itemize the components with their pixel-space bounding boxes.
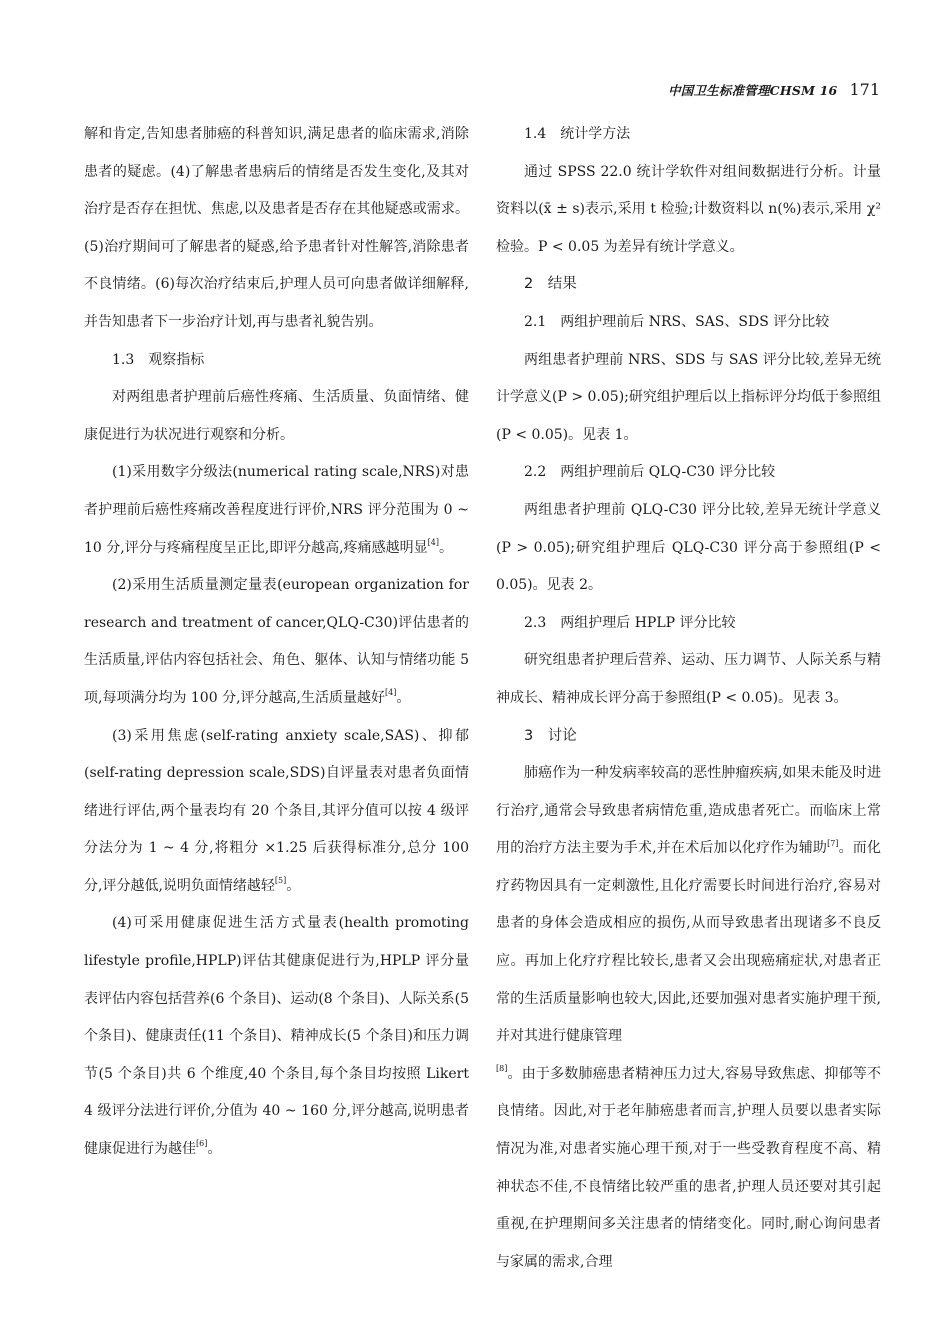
paragraph [496,154,881,267]
text-tail: 。由于多数肺癌患者精神压力过大,容易导致焦虑、抑郁等不良情绪。因此,对于老年肺癌患者而言,护理人员要以患者实际情况为准,对患者实施心理干预,对于一些受教育程度不高、精神状态不佳,不良情绪比较严重的患者,护理人员还要对其引起重视,在护理期间多关注患者的情绪变化。同时,耐心询问患者与家属的需求,合理 [496,1065,881,1270]
text: 通过 SPSS 22.0 统计学软件对组间数据进行分析。计量资料以(x̄ ± s)表示,采用 t 检验;计数资料以 n(%)表示,采用 χ² 检验。P < 0.05 为差异有统计学意义。 [496,163,881,255]
text-tail: 。 [438,539,453,556]
text: 两组患者护理前 QLQ-C30 评分比较,差异无统计学意义(P > 0.05);研究组护理后 QLQ-C30 评分高于参照组(P < 0.05)。见表 2。 [496,501,881,594]
subsection-heading [84,342,469,380]
subsection-heading [496,116,881,154]
paragraph [496,755,881,1056]
right-column [496,116,881,1281]
section-heading [496,266,881,304]
text: 两组患者护理前 NRS、SDS 与 SAS 评分比较,差异无统计学意义(P > 0.05);研究组护理后以上指标评分均低于参照组(P < 0.05)。见表 1。 [496,351,881,443]
paragraph [84,567,469,717]
text-tail: 。 [286,877,301,894]
paragraph [84,379,469,454]
text: (4)可采用健康促进生活方式量表(health promoting lifestyle profile,HPLP)评估其健康促进行为,HPLP 评分量表评估内容包括营养(6 个条目)、运动(8 个条目)、人际关系(5 个条目)、健康责任(11 个条目)、精神成长(5 个条目)和压力调节(5 个条目)共 6 个维度,40 个条目,每个条目均按照 Likert 4 级评分法进行评价,分值为 40 ~ 160 分,评分越高,说明患者健康促进行为越佳 [84,915,469,1158]
paragraph [496,642,881,717]
text: (1)采用数字分级法(numerical rating scale,NRS)对患者护理前后癌性疼痛改善程度进行评价,NRS 评分范围为 0 ~ 10 分,评分与疼痛程度呈正比,即评分越高,疼痛感越明显 [84,464,469,556]
paragraph [84,116,469,342]
text: 3 讨论 [524,727,577,744]
citation-ref[interactable]: [5] [274,876,287,886]
paragraph [84,454,469,567]
text: 2 结果 [524,276,577,293]
subsection-heading [496,454,881,492]
citation-ref[interactable]: [8] [496,1064,508,1074]
journal-name: 中国卫生标准管理CHSM 16 [668,83,838,98]
section-heading [496,718,881,756]
text: 2.1 两组护理前后 NRS、SAS、SDS 评分比较 [524,313,830,330]
text: (2)采用生活质量测定量表(european organization for research and treatment of cancer,QLQ-C30)评估患者的生活质量,评估内容包括社会、角色、躯体、认知与情绪功能 5 项,每项满分均为 100 分,评分越高,生活质量越好 [84,577,469,706]
text: 1.4 统计学方法 [524,126,631,142]
citation-ref[interactable]: [7] [827,838,839,848]
paragraph [496,1056,881,1282]
text: 研究组患者护理后营养、运动、压力调节、人际关系与精神成长、精神成长评分高于参照组(P < 0.05)。见表 3。 [496,652,881,706]
paragraph [496,342,881,455]
subsection-heading [496,605,881,643]
page-number: 171 [849,80,880,99]
text-tail: 。 [207,1141,222,1158]
running-header [668,80,880,99]
text: 肺癌作为一种发病率较高的恶性肿瘤疾病,如果未能及时进行治疗,通常会导致患者病情危重,造成患者死亡。而临床上常用的治疗方法主要为手术,并在术后加以化疗作为辅助 [496,765,881,857]
text: 1.3 观察指标 [112,351,205,368]
left-column [84,116,469,1169]
text: (3)采用焦虑(self-rating anxiety scale,SAS)、抑郁(self-rating depression scale,SDS)自评量表对患者负面情绪进行评估,两个量表均有 20 个条目,其评分值可以按 4 级评分法分为 1 ~ 4 分,将粗分 ×1.25 后获得标准分,总分 100 分,评分越低,说明负面情绪越轻 [84,727,469,894]
text-tail: 。 [396,689,411,706]
paragraph [84,718,469,906]
paragraph [84,905,469,1168]
paragraph [496,492,881,605]
text: 2.2 两组护理前后 QLQ-C30 评分比较 [524,464,776,481]
citation-ref[interactable]: [6] [196,1139,208,1149]
citation-ref[interactable]: [4] [384,688,397,698]
text: 对两组患者护理前后癌性疼痛、生活质量、负面情绪、健康促进行为状况进行观察和分析。 [84,389,469,443]
citation-ref[interactable]: [4] [427,537,439,547]
text: 2.3 两组护理后 HPLP 评分比较 [524,614,736,631]
text: 解和肯定,告知患者肺癌的科普知识,满足患者的临床需求,消除患者的疑虑。(4)了解患者患病后的情绪是否发生变化,及其对治疗是否存在担忧、焦虑,以及患者是否存在其他疑惑或需求。(5)治疗期间可了解患者的疑惑,给予患者针对性解答,消除患者不良情绪。(6)每次治疗结束后,护理人员可向患者做详细解释,并告知患者下一步治疗计划,再与患者礼貌告别。 [84,126,469,330]
subsection-heading [496,304,881,342]
text-tail: 。而化疗药物因具有一定刺激性,且化疗需要长时间进行治疗,容易对患者的身体会造成相应的损伤,从而导致患者出现诸多不良反应。再加上化疗疗程比较长,患者又会出现癌痛症状,对患者正常的生活质量影响也较大,因此,还要加强对患者实施护理干预,并对其进行健康管理 [496,840,881,1045]
